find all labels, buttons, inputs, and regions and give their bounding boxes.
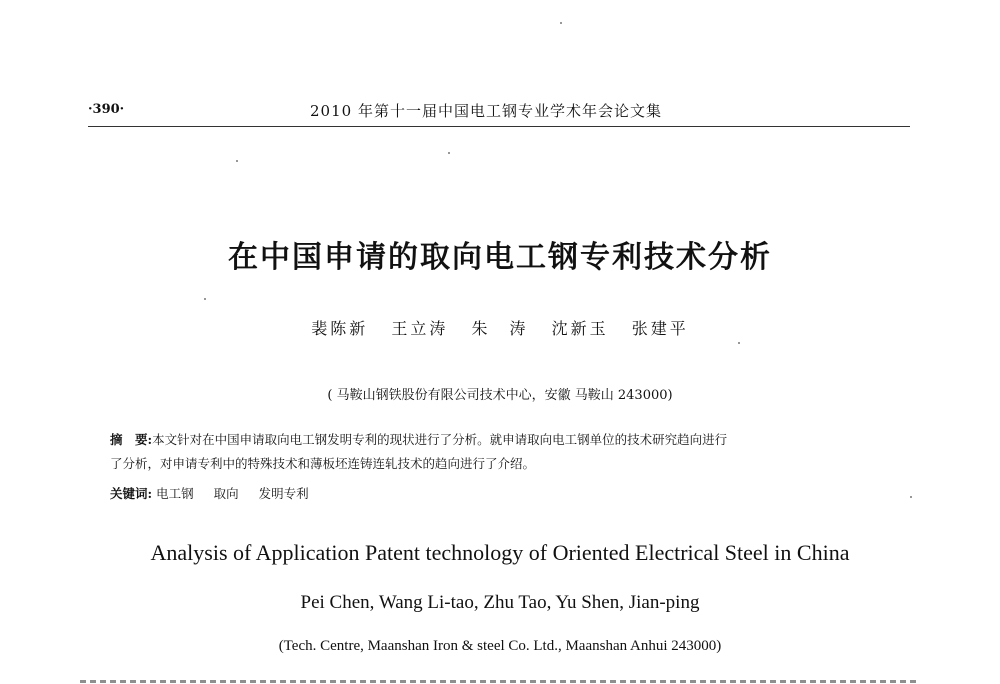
keyword: 发明专利 bbox=[258, 486, 309, 501]
affiliation-english: (Tech. Centre, Maanshan Iron & steel Co. Ltd., Maanshan Anhui 243000) bbox=[278, 638, 722, 654]
abstract-line: 了分析，对申请专利中的特殊技术和薄板坯连铸连轧技术的趋向进行了介绍。 bbox=[110, 456, 536, 471]
title-chinese: 在中国申请的取向电工钢专利技术分析 bbox=[228, 240, 772, 275]
scan-speck bbox=[236, 160, 238, 162]
keyword: 电工钢 bbox=[156, 486, 194, 501]
keywords-label: 关键词: bbox=[110, 486, 153, 501]
title-english: Analysis of Application Patent technology of Oriented Electrical Steel in China bbox=[150, 540, 850, 565]
scan-speck bbox=[448, 152, 450, 154]
author-cn: 朱 涛 bbox=[471, 319, 529, 338]
author-cn: 王立涛 bbox=[391, 319, 449, 338]
scan-speck bbox=[204, 298, 206, 300]
abstract-line: 本文针对在中国申请取向电工钢发明专利的现状进行了分析。就申请取向电工钢单位的技术研究趋向进行 bbox=[152, 432, 728, 447]
keyword: 取向 bbox=[213, 486, 239, 501]
author-cn: 沈新玉 bbox=[551, 319, 609, 338]
cropped-text-line bbox=[80, 676, 920, 684]
abstract-chinese bbox=[110, 428, 900, 476]
affiliation-chinese: ( 马鞍山钢铁股份有限公司技术中心，安徽 马鞍山 243000) bbox=[327, 388, 673, 403]
header-rule bbox=[88, 126, 910, 127]
authors-english: Pei Chen, Wang Li-tao, Zhu Tao, Yu Shen, Jian-ping bbox=[300, 592, 700, 613]
page-number: ·390· bbox=[88, 102, 125, 117]
scan-speck bbox=[560, 22, 562, 24]
scan-speck bbox=[910, 496, 912, 498]
keywords-chinese bbox=[110, 484, 325, 502]
running-header: 2010 年第十一届中国电工钢专业学术年会论文集 bbox=[310, 102, 662, 120]
abstract-label: 摘 要: bbox=[110, 432, 153, 447]
author-cn: 裴陈新 bbox=[311, 319, 369, 338]
authors-chinese bbox=[0, 316, 1000, 339]
scan-speck bbox=[738, 342, 740, 344]
author-cn: 张建平 bbox=[631, 319, 689, 338]
